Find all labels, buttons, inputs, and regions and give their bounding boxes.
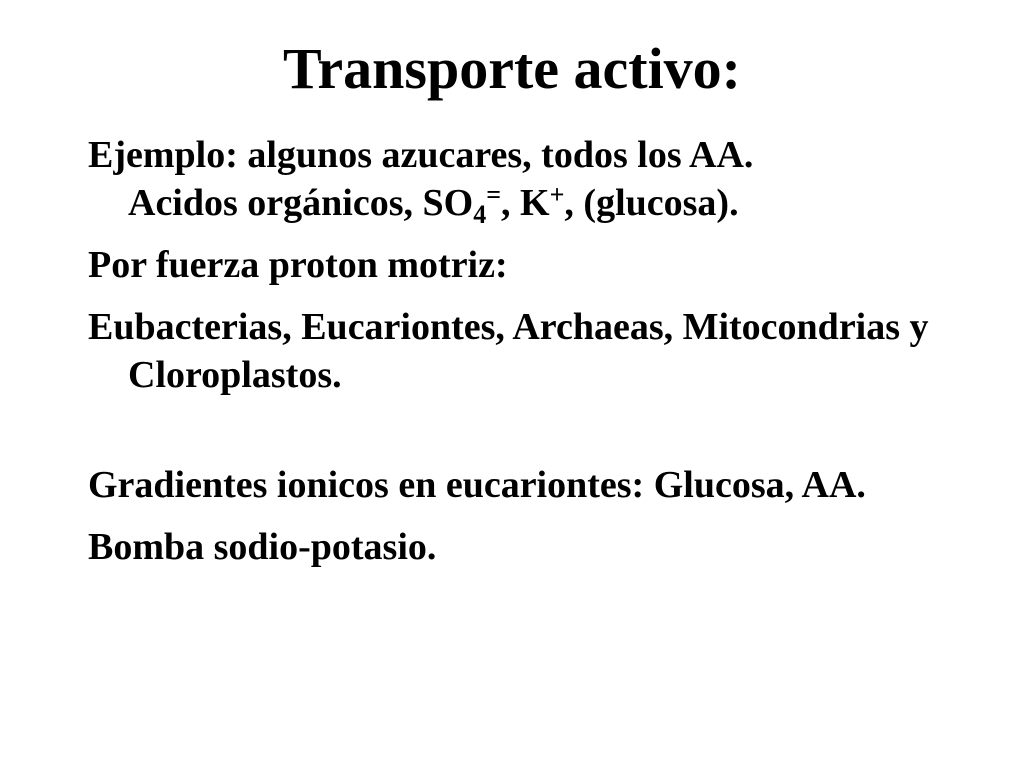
example-segment-a: Acidos orgánicos, SO xyxy=(128,182,474,224)
paragraph-sodium-potassium-pump: Bomba sodio-potasio. xyxy=(88,526,437,568)
slide-title: Transporte activo: xyxy=(283,36,741,101)
example-segment-b: , K xyxy=(501,182,550,224)
example-line-1: Ejemplo: algunos azucares, todos los AA. xyxy=(88,134,754,176)
paragraph-proton-motive: Por fuerza proton motriz: xyxy=(88,244,508,286)
paragraph-organisms: Eubacterias, Eucariontes, Archaeas, Mitocondrias y Cloroplastos. xyxy=(88,306,929,396)
potassium-charge-superscript: + xyxy=(549,180,565,209)
example-segment-c: , (glucosa). xyxy=(564,182,739,224)
paragraph-example xyxy=(88,131,968,227)
sulfate-subscript: 4 xyxy=(473,200,487,229)
paragraph-ionic-gradients: Gradientes ionicos en eucariontes: Glucosa, AA. xyxy=(88,464,866,506)
slide-body xyxy=(88,131,968,571)
sulfate-charge-superscript: = xyxy=(486,180,502,209)
